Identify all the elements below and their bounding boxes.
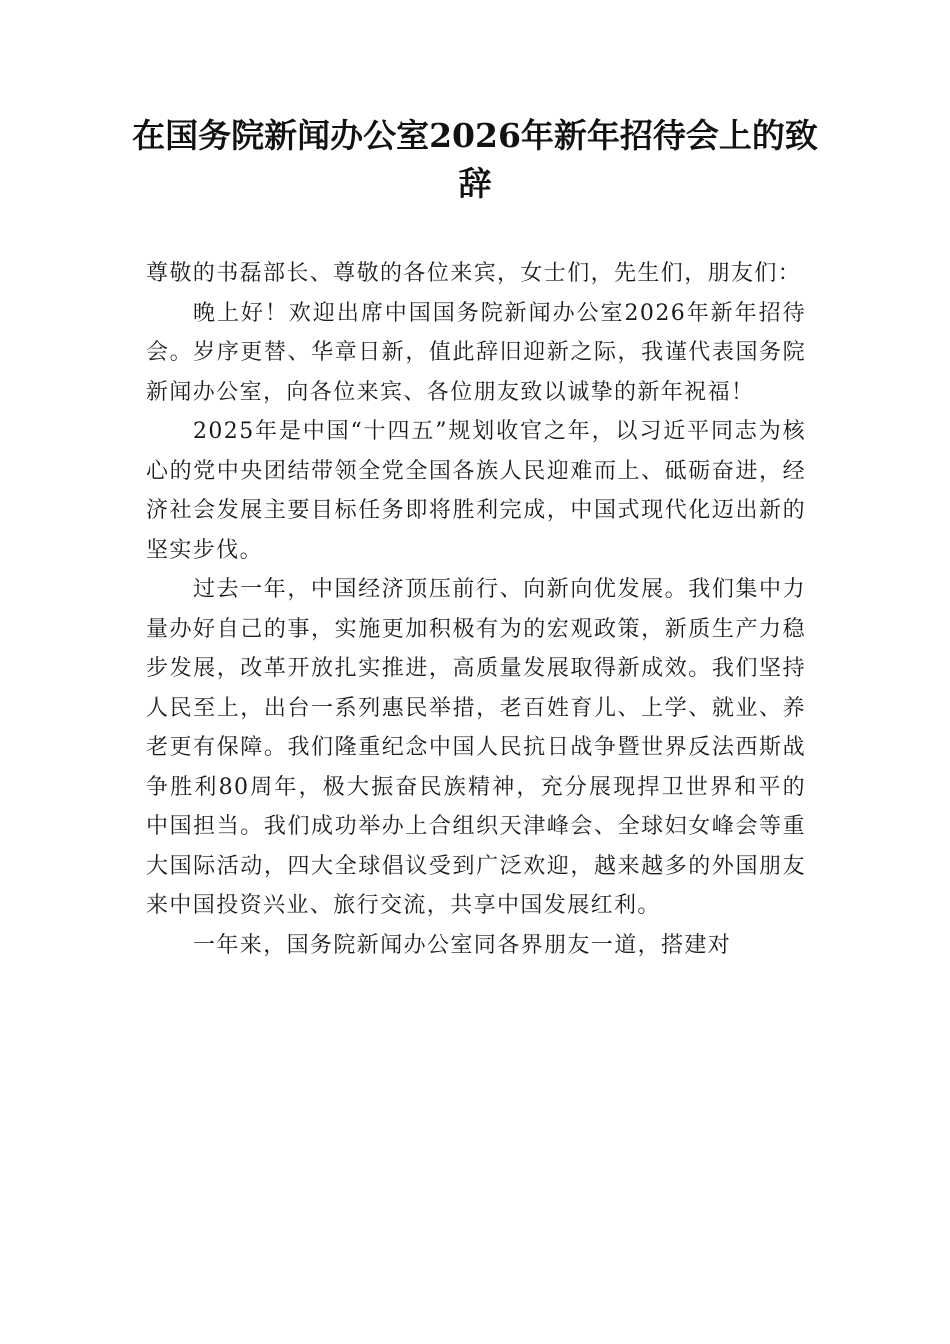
document-body — [146, 254, 806, 965]
past-year-paragraph: 过去一年，中国经济顶压前行、向新向优发展。我们集中力量办好自己的事，实施更加积极有为的宏观政策，新质生产力稳步发展，改革开放扎实推进，高质量发展取得新成效。我们坚持人民至上，出台一系列惠民举措，老百姓育儿、上学、就业、养老更有保障。我们隆重纪念中国人民抗日战争暨世界反法西斯战争胜利80周年，极大振奋民族精神，充分展现捍卫世界和平的中国担当。我们成功举办上合组织天津峰会、全球妇女峰会等重大国际活动，四大全球倡议受到广泛欢迎，越来越多的外国朋友来中国投资兴业、旅行交流，共享中国发展红利。 — [146, 577, 806, 918]
office-work-paragraph: 一年来，国务院新闻办公室同各界朋友一道，搭建对 — [193, 932, 732, 958]
document-title: 在国务院新闻办公室2026年新年招待会上的致辞 — [132, 116, 818, 203]
salutation-paragraph: 尊敬的书磊部长、尊敬的各位来宾，女士们，先生们，朋友们： — [146, 261, 802, 286]
review-2025-paragraph: 2025年是中国“十四五”规划收官之年，以习近平同志为核心的党中央团结带领全党全国各族人民迎难而上、砥砺奋进，经济社会发展主要目标任务即将胜利完成，中国式现代化迈出新的坚实步伐。 — [146, 419, 806, 563]
greeting-paragraph: 晚上好！欢迎出席中国国务院新闻办公室2026年新年招待会。岁序更替、华章日新，值此辞旧迎新之际，我谨代表国务院新闻办公室，向各位来宾、各位朋友致以诚挚的新年祝福！ — [146, 300, 806, 405]
